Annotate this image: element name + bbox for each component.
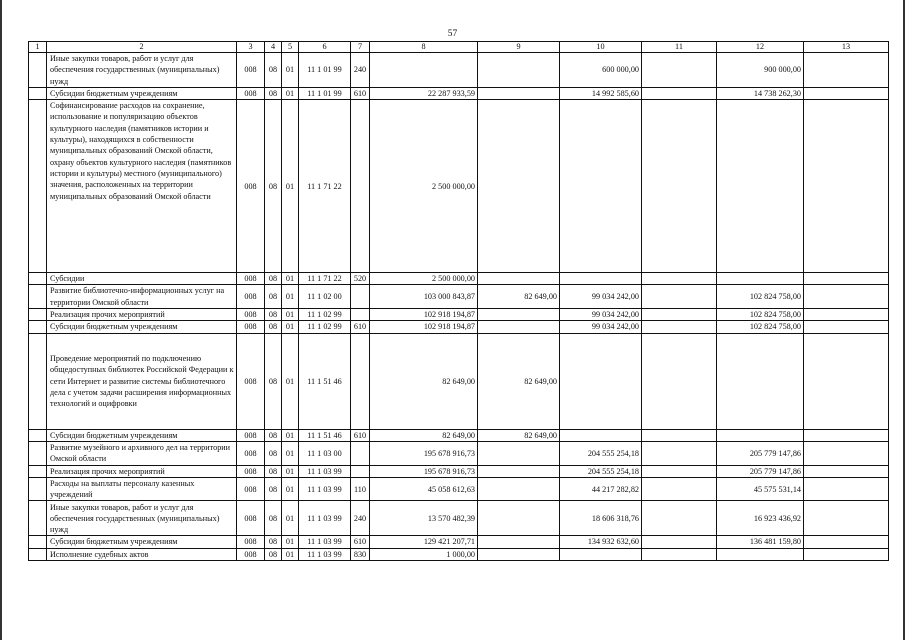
cell-section-code: 08 <box>265 465 282 477</box>
cell-amount-8: 103 000 843,87 <box>370 285 478 309</box>
col-header: 12 <box>717 42 804 53</box>
cell-amount-13 <box>804 429 889 441</box>
cell-expense-type: 610 <box>351 321 370 333</box>
cell-amount-11 <box>642 273 717 285</box>
cell-amount-13 <box>804 333 889 429</box>
cell-section-code: 08 <box>265 53 282 88</box>
cell-target-article: 11 1 51 46 <box>299 429 351 441</box>
cell-ministry-code: 008 <box>237 273 265 285</box>
cell-target-article: 11 1 71 22 <box>299 273 351 285</box>
cell-section-code: 08 <box>265 441 282 465</box>
cell-amount-10 <box>560 333 642 429</box>
cell-index <box>29 441 47 465</box>
cell-amount-13 <box>804 441 889 465</box>
cell-amount-13 <box>804 321 889 333</box>
table-row <box>29 477 889 501</box>
table-row <box>29 321 889 333</box>
cell-amount-11 <box>642 333 717 429</box>
cell-subsection-code: 01 <box>282 501 299 536</box>
cell-amount-12: 900 000,00 <box>717 53 804 88</box>
cell-ministry-code: 008 <box>237 536 265 548</box>
cell-amount-12 <box>717 273 804 285</box>
cell-expense-type: 610 <box>351 87 370 99</box>
table-row <box>29 501 889 536</box>
cell-amount-11 <box>642 536 717 548</box>
cell-amount-13 <box>804 501 889 536</box>
cell-amount-8: 1 000,00 <box>370 548 478 560</box>
table-row <box>29 53 889 88</box>
col-header: 2 <box>47 42 237 53</box>
col-header: 4 <box>265 42 282 53</box>
cell-amount-10: 44 217 282,82 <box>560 477 642 501</box>
cell-amount-11 <box>642 309 717 321</box>
cell-amount-12 <box>717 333 804 429</box>
table-row <box>29 548 889 560</box>
cell-amount-13 <box>804 285 889 309</box>
cell-section-code: 08 <box>265 477 282 501</box>
cell-expense-type <box>351 309 370 321</box>
cell-amount-13 <box>804 465 889 477</box>
cell-amount-12 <box>717 548 804 560</box>
cell-section-code: 08 <box>265 536 282 548</box>
cell-amount-12: 102 824 758,00 <box>717 285 804 309</box>
cell-index <box>29 465 47 477</box>
cell-expense-type: 240 <box>351 53 370 88</box>
cell-target-article: 11 1 03 99 <box>299 477 351 501</box>
cell-index <box>29 285 47 309</box>
cell-amount-11 <box>642 465 717 477</box>
cell-amount-11 <box>642 501 717 536</box>
cell-amount-12: 102 824 758,00 <box>717 309 804 321</box>
cell-ministry-code: 008 <box>237 501 265 536</box>
cell-ministry-code: 008 <box>237 465 265 477</box>
cell-index <box>29 548 47 560</box>
cell-amount-9 <box>478 536 560 548</box>
cell-amount-10 <box>560 548 642 560</box>
table-row <box>29 333 889 429</box>
col-header: 5 <box>282 42 299 53</box>
col-header: 9 <box>478 42 560 53</box>
cell-amount-8: 82 649,00 <box>370 333 478 429</box>
cell-ministry-code: 008 <box>237 429 265 441</box>
cell-index <box>29 321 47 333</box>
table-row <box>29 441 889 465</box>
cell-subsection-code: 01 <box>282 536 299 548</box>
cell-name: Реализация прочих мероприятий <box>47 465 237 477</box>
cell-target-article: 11 1 01 99 <box>299 53 351 88</box>
cell-expense-type: 610 <box>351 429 370 441</box>
cell-amount-11 <box>642 548 717 560</box>
cell-name: Развитие музейного и архивного дел на территории Омской области <box>47 441 237 465</box>
cell-section-code: 08 <box>265 309 282 321</box>
cell-subsection-code: 01 <box>282 321 299 333</box>
cell-name: Иные закупки товаров, работ и услуг для обеспечения государственных (муниципальных) нужд <box>47 53 237 88</box>
cell-subsection-code: 01 <box>282 333 299 429</box>
cell-amount-10: 99 034 242,00 <box>560 285 642 309</box>
cell-amount-12: 205 779 147,86 <box>717 441 804 465</box>
cell-amount-8 <box>370 53 478 88</box>
cell-target-article: 11 1 02 99 <box>299 321 351 333</box>
cell-target-article: 11 1 51 46 <box>299 333 351 429</box>
cell-amount-8: 13 570 482,39 <box>370 501 478 536</box>
cell-amount-10 <box>560 429 642 441</box>
cell-expense-type <box>351 100 370 273</box>
cell-amount-8: 2 500 000,00 <box>370 100 478 273</box>
cell-ministry-code: 008 <box>237 441 265 465</box>
cell-subsection-code: 01 <box>282 273 299 285</box>
col-header: 1 <box>29 42 47 53</box>
cell-index <box>29 53 47 88</box>
cell-section-code: 08 <box>265 333 282 429</box>
cell-amount-9 <box>478 477 560 501</box>
cell-amount-12 <box>717 429 804 441</box>
cell-name: Иные закупки товаров, работ и услуг для обеспечения государственных (муниципальных) нужд <box>47 501 237 536</box>
cell-name: Субсидии бюджетным учреждениям <box>47 536 237 548</box>
cell-amount-8: 195 678 916,73 <box>370 441 478 465</box>
cell-ministry-code: 008 <box>237 477 265 501</box>
budget-table <box>28 41 889 561</box>
cell-amount-12 <box>717 100 804 273</box>
cell-amount-12: 102 824 758,00 <box>717 321 804 333</box>
cell-amount-10 <box>560 273 642 285</box>
cell-index <box>29 100 47 273</box>
cell-index <box>29 309 47 321</box>
cell-subsection-code: 01 <box>282 477 299 501</box>
table-row <box>29 536 889 548</box>
cell-amount-8: 2 500 000,00 <box>370 273 478 285</box>
cell-amount-8: 129 421 207,71 <box>370 536 478 548</box>
cell-amount-10: 204 555 254,18 <box>560 465 642 477</box>
cell-index <box>29 273 47 285</box>
cell-amount-9 <box>478 53 560 88</box>
cell-amount-13 <box>804 548 889 560</box>
cell-amount-9: 82 649,00 <box>478 285 560 309</box>
cell-amount-12: 136 481 159,80 <box>717 536 804 548</box>
cell-amount-13 <box>804 87 889 99</box>
cell-amount-13 <box>804 477 889 501</box>
cell-name: Расходы на выплаты персоналу казенных учреждений <box>47 477 237 501</box>
cell-expense-type: 110 <box>351 477 370 501</box>
cell-amount-8: 102 918 194,87 <box>370 309 478 321</box>
page-number: 57 <box>447 29 458 39</box>
cell-amount-12: 16 923 436,92 <box>717 501 804 536</box>
cell-target-article: 11 1 03 99 <box>299 465 351 477</box>
cell-amount-11 <box>642 53 717 88</box>
cell-target-article: 11 1 71 22 <box>299 100 351 273</box>
cell-amount-9 <box>478 501 560 536</box>
cell-subsection-code: 01 <box>282 309 299 321</box>
col-header: 8 <box>370 42 478 53</box>
cell-section-code: 08 <box>265 321 282 333</box>
cell-target-article: 11 1 03 00 <box>299 441 351 465</box>
cell-name: Субсидии бюджетным учреждениям <box>47 87 237 99</box>
cell-section-code: 08 <box>265 501 282 536</box>
cell-name: Проведение мероприятий по подключению общедоступных библиотек Российской Федерации к сети Интернет и развитие системы библиотечного дела с учетом задачи расширения информационных технологий и оцифровки <box>47 333 237 429</box>
cell-subsection-code: 01 <box>282 465 299 477</box>
cell-expense-type <box>351 465 370 477</box>
cell-index <box>29 477 47 501</box>
cell-name: Исполнение судебных актов <box>47 548 237 560</box>
cell-amount-11 <box>642 87 717 99</box>
cell-name: Субсидии бюджетным учреждениям <box>47 321 237 333</box>
cell-amount-9 <box>478 309 560 321</box>
table-row <box>29 465 889 477</box>
cell-ministry-code: 008 <box>237 285 265 309</box>
table-row <box>29 100 889 273</box>
cell-ministry-code: 008 <box>237 333 265 429</box>
cell-section-code: 08 <box>265 87 282 99</box>
cell-amount-10: 99 034 242,00 <box>560 309 642 321</box>
cell-index <box>29 333 47 429</box>
cell-expense-type: 830 <box>351 548 370 560</box>
cell-expense-type <box>351 333 370 429</box>
cell-ministry-code: 008 <box>237 321 265 333</box>
cell-target-article: 11 1 01 99 <box>299 87 351 99</box>
cell-section-code: 08 <box>265 100 282 273</box>
cell-target-article: 11 1 02 00 <box>299 285 351 309</box>
cell-amount-13 <box>804 536 889 548</box>
cell-index <box>29 501 47 536</box>
cell-section-code: 08 <box>265 429 282 441</box>
column-number-row <box>29 42 889 53</box>
cell-amount-9 <box>478 441 560 465</box>
cell-amount-13 <box>804 309 889 321</box>
cell-name: Софинансирование расходов на сохранение, использование и популяризацию объектов культурного наследия (памятников истории и культуры), находящихся в собственности муниципальных образований Омской области, охрану объектов культурного наследия (памятников истории и культуры) местного (муниципального) значения, расположенных на территории муниципальных образований Омской области <box>47 100 237 273</box>
cell-expense-type: 520 <box>351 273 370 285</box>
cell-ministry-code: 008 <box>237 309 265 321</box>
cell-amount-9 <box>478 273 560 285</box>
cell-name: Реализация прочих мероприятий <box>47 309 237 321</box>
cell-subsection-code: 01 <box>282 548 299 560</box>
cell-amount-10 <box>560 100 642 273</box>
col-header: 6 <box>299 42 351 53</box>
cell-amount-11 <box>642 441 717 465</box>
cell-amount-9 <box>478 548 560 560</box>
cell-ministry-code: 008 <box>237 100 265 273</box>
col-header: 7 <box>351 42 370 53</box>
cell-amount-9 <box>478 87 560 99</box>
cell-section-code: 08 <box>265 548 282 560</box>
cell-amount-10: 204 555 254,18 <box>560 441 642 465</box>
cell-amount-10: 18 606 318,76 <box>560 501 642 536</box>
cell-subsection-code: 01 <box>282 53 299 88</box>
cell-amount-9: 82 649,00 <box>478 429 560 441</box>
cell-amount-11 <box>642 321 717 333</box>
table-row <box>29 429 889 441</box>
cell-amount-10: 134 932 632,60 <box>560 536 642 548</box>
cell-expense-type: 240 <box>351 501 370 536</box>
table-row <box>29 87 889 99</box>
cell-subsection-code: 01 <box>282 441 299 465</box>
cell-amount-13 <box>804 273 889 285</box>
cell-amount-9: 82 649,00 <box>478 333 560 429</box>
cell-amount-9 <box>478 321 560 333</box>
cell-ministry-code: 008 <box>237 548 265 560</box>
table-row <box>29 309 889 321</box>
cell-section-code: 08 <box>265 273 282 285</box>
cell-amount-8: 195 678 916,73 <box>370 465 478 477</box>
cell-amount-11 <box>642 429 717 441</box>
col-header: 13 <box>804 42 889 53</box>
cell-amount-11 <box>642 285 717 309</box>
cell-expense-type: 610 <box>351 536 370 548</box>
cell-ministry-code: 008 <box>237 87 265 99</box>
cell-amount-10: 600 000,00 <box>560 53 642 88</box>
cell-amount-10: 14 992 585,60 <box>560 87 642 99</box>
cell-amount-8: 82 649,00 <box>370 429 478 441</box>
cell-amount-12: 205 779 147,86 <box>717 465 804 477</box>
col-header: 10 <box>560 42 642 53</box>
col-header: 3 <box>237 42 265 53</box>
cell-index <box>29 536 47 548</box>
col-header: 11 <box>642 42 717 53</box>
cell-amount-13 <box>804 100 889 273</box>
cell-amount-8: 22 287 933,59 <box>370 87 478 99</box>
cell-index <box>29 87 47 99</box>
cell-amount-12: 14 738 262,30 <box>717 87 804 99</box>
cell-amount-11 <box>642 100 717 273</box>
cell-expense-type <box>351 285 370 309</box>
cell-target-article: 11 1 03 99 <box>299 536 351 548</box>
cell-amount-8: 102 918 194,87 <box>370 321 478 333</box>
cell-expense-type <box>351 441 370 465</box>
cell-subsection-code: 01 <box>282 429 299 441</box>
table-row <box>29 285 889 309</box>
cell-amount-8: 45 058 612,63 <box>370 477 478 501</box>
cell-amount-9 <box>478 465 560 477</box>
cell-name: Субсидии <box>47 273 237 285</box>
cell-section-code: 08 <box>265 285 282 309</box>
cell-target-article: 11 1 03 99 <box>299 501 351 536</box>
cell-amount-10: 99 034 242,00 <box>560 321 642 333</box>
cell-amount-9 <box>478 100 560 273</box>
cell-amount-11 <box>642 477 717 501</box>
cell-index <box>29 429 47 441</box>
cell-subsection-code: 01 <box>282 100 299 273</box>
cell-subsection-code: 01 <box>282 285 299 309</box>
scan-edge-left <box>0 0 2 640</box>
table-body <box>29 42 889 561</box>
cell-amount-13 <box>804 53 889 88</box>
cell-amount-12: 45 575 531,14 <box>717 477 804 501</box>
cell-target-article: 11 1 02 99 <box>299 309 351 321</box>
table-row <box>29 273 889 285</box>
cell-target-article: 11 1 03 99 <box>299 548 351 560</box>
cell-subsection-code: 01 <box>282 87 299 99</box>
cell-name: Субсидии бюджетным учреждениям <box>47 429 237 441</box>
cell-name: Развитие библиотечно-информационных услуг на территории Омской области <box>47 285 237 309</box>
cell-ministry-code: 008 <box>237 53 265 88</box>
